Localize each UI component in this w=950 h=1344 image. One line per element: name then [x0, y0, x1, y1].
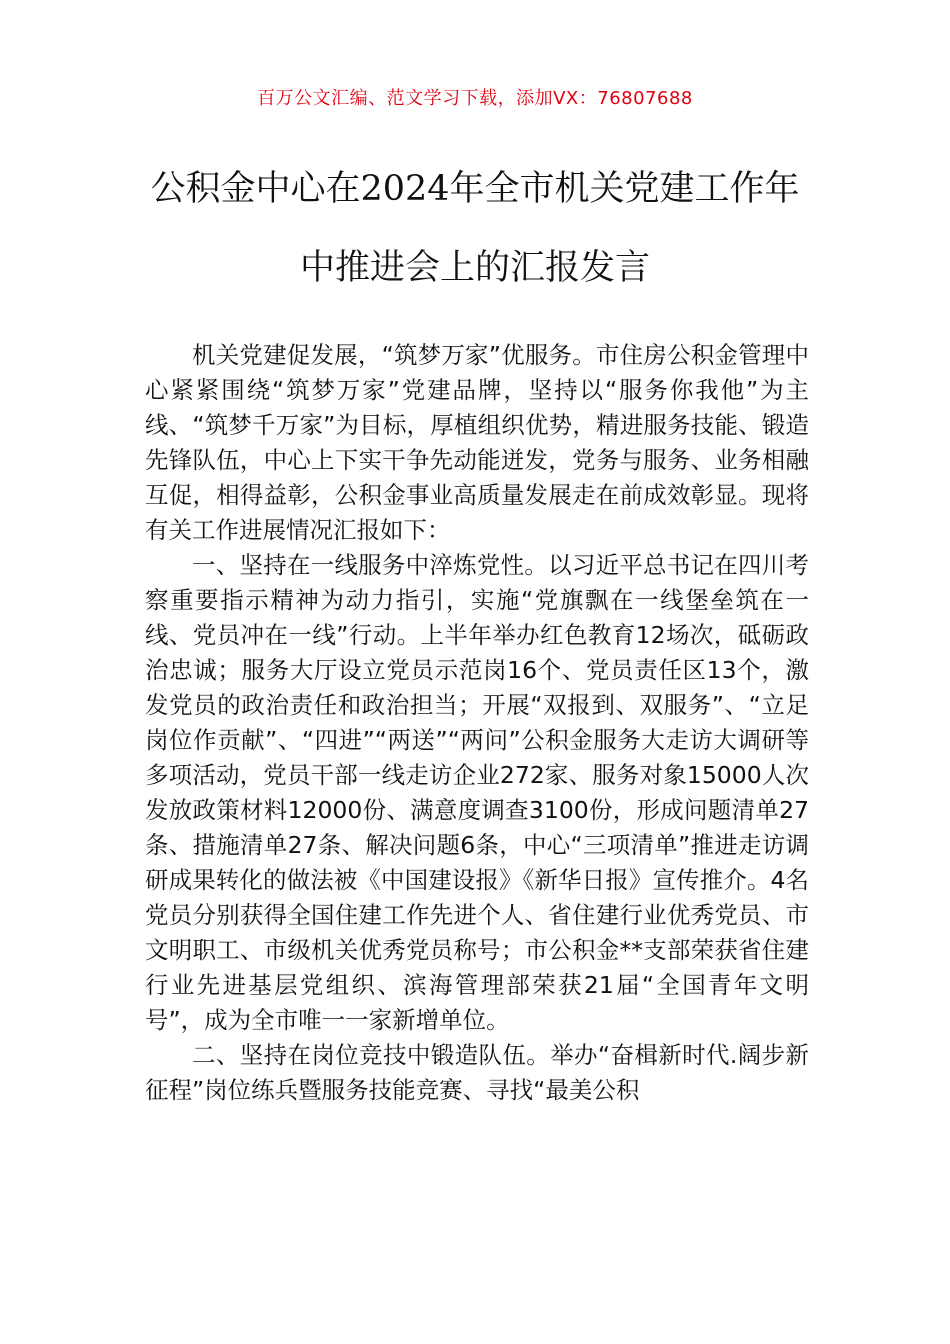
header-watermark-note: 百万公文汇编、范文学习下载，添加VX：76807688: [257, 88, 693, 109]
document-title: [100, 150, 850, 308]
paragraph-intro: 机关党建促发展，“筑梦万家”优服务。市住房公积金管理中心紧紧围绕“筑梦万家”党建品牌，坚持以“服务你我他”为主线、“筑梦千万家”为目标，厚植组织优势，精进服务技能、锻造先锋队伍，中心上下实干争先动能迸发，党务与服务、业务相融互促，相得益彰，公积金事业高质量发展走在前成效彰显。现将有关工作进展情况汇报如下：: [145, 341, 809, 544]
document-body: [145, 338, 809, 1108]
title-line-2: 中推进会上的汇报发言: [299, 248, 650, 288]
paragraph-section-2: 二、坚持在岗位竞技中锻造队伍。举办“奋楫新时代.阔步新征程”岗位练兵暨服务技能竞赛、寻找“最美公积: [145, 1041, 809, 1104]
paragraph-section-1: 一、坚持在一线服务中淬炼党性。以习近平总书记在四川考察重要指示精神为动力指引，实施“党旗飘在一线堡垒筑在一线、党员冲在一线”行动。上半年举办红色教育12场次，砥砺政治忠诚；服务大厅设立党员示范岗16个、党员责任区13个，激发党员的政治责任和政治担当；开展“双报到、双服务”、“立足岗位作贡献”、“四进”“两送”“两问”公积金服务大走访大调研等多项活动，党员干部一线走访企业272家、服务对象15000人次发放政策材料12000份、满意度调查3100份，形成问题清单27条、措施清单27条、解决问题6条，中心“三项清单”推进走访调研成果转化的做法被《中国建设报》《新华日报》宣传推介。4名党员分别获得全国住建工作先进个人、省住建行业优秀党员、市文明职工、市级机关优秀党员称号；市公积金**支部荣获省住建行业先进基层党组织、滨海管理部荣获21届“全国青年文明号”，成为全市唯一一家新增单位。: [145, 551, 809, 1034]
title-line-1: 公积金中心在2024年全市机关党建工作年: [150, 169, 800, 209]
